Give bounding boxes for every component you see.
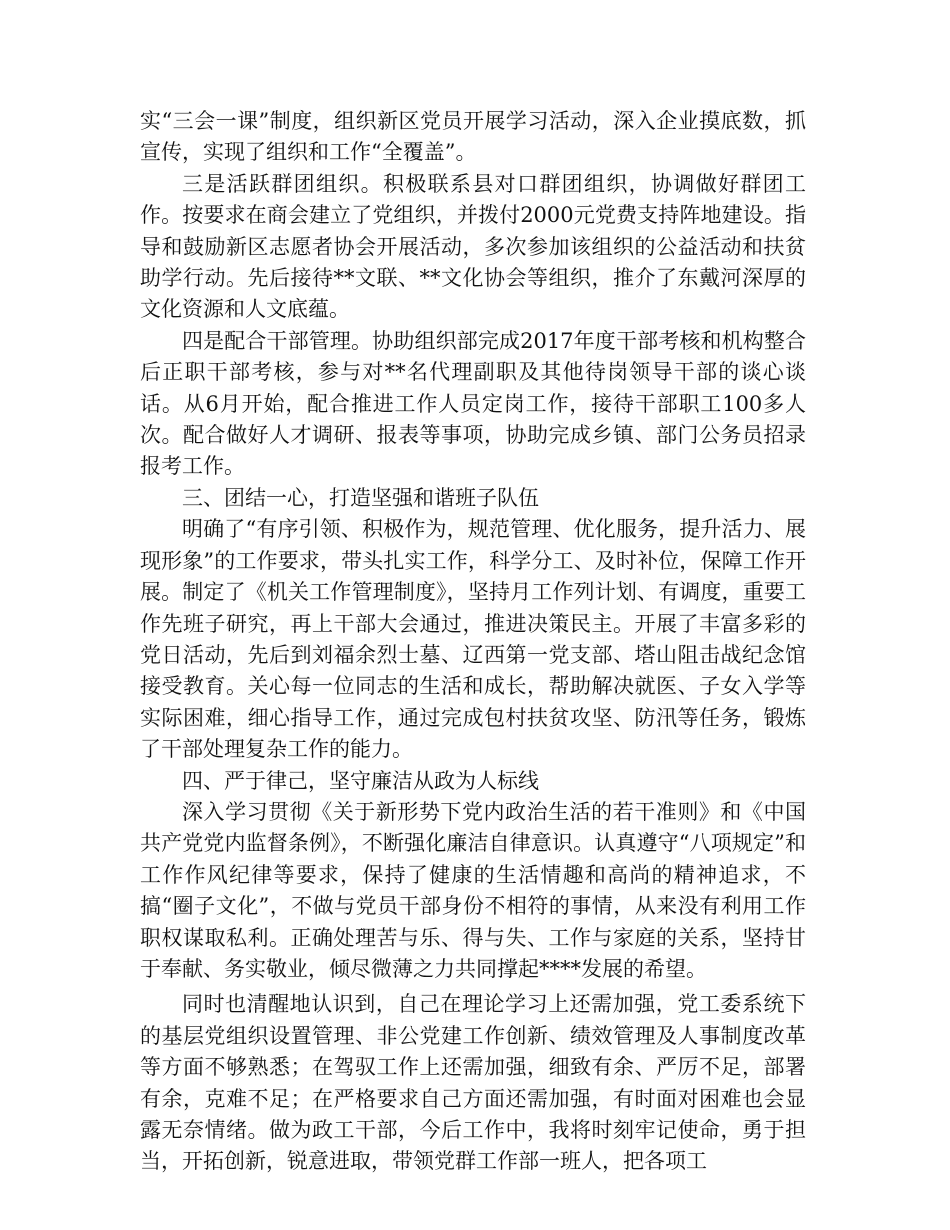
paragraph-mass-organizations: 三是活跃群团组织。积极联系县对口群团组织，协调做好群团工作。按要求在商会建立了党组织，并拨付2000元党费支持阵地建设。指导和鼓励新区志愿者协会开展活动，多次参加该组织的公益活动和扶贫助学行动。先后接待**文联、**文化协会等组织，推介了东戴河深厚的文化资源和人文底蕴。 xyxy=(140,171,806,322)
section-heading-team-unity: 三、团结一心，打造坚强和谐班子队伍 xyxy=(182,485,539,510)
paragraph-self-reflection: 同时也清醒地认识到，自己在理论学习上还需加强，党工委系统下的基层党组织设置管理、非公党建工作创新、绩效管理及人事制度改革等方面不够熟悉；在驾驭工作上还需加强，细致有余、严厉不足，部署有余，克难不足；在严格要求自己方面还需加强，有时面对困难也会显露无奈情绪。做为政工干部，今后工作中，我将时刻牢记使命，勇于担当，开拓创新，锐意进取，带领党群工作部一班人，把各项工 xyxy=(140,992,806,1174)
paragraph-continuation: 实“三会一课”制度，组织新区党员开展学习活动，深入企业摸底数，抓宣传，实现了组织和工作“全覆盖”。 xyxy=(140,109,806,165)
section-heading-self-discipline: 四、严于律己，坚守廉洁从政为人标线 xyxy=(182,768,539,793)
paragraph-cadre-management: 四是配合干部管理。协助组织部完成2017年度干部考核和机构整合后正职干部考核，参与对**名代理副职及其他待岗领导干部的谈心谈话。从6月开始，配合推进工作人员定岗工作，接待干部职工100多人次。配合做好人才调研、报表等事项，协助完成乡镇、部门公务员招录报考工作。 xyxy=(140,328,806,479)
document-body xyxy=(140,106,806,1178)
paragraph-integrity: 深入学习贯彻《关于新形势下党内政治生活的若干准则》和《中国共产党党内监督条例》，不断强化廉洁自律意识。认真遵守“八项规定”和工作作风纪律等要求，保持了健康的生活情趣和高尚的精神追求，不搞“圈子文化”，不做与党员干部身份不相符的事情，从来没有利用工作职权谋取私利。正确处理苦与乐、得与失、工作与家庭的关系，坚持甘于奉献、务实敬业，倾尽微薄之力共同撑起****发展的希望。 xyxy=(140,799,806,981)
paragraph-team-building: 明确了“有序引领、积极作为，规范管理、优化服务，提升活力、展现形象”的工作要求，带头扎实工作，科学分工、及时补位，保障工作开展。制定了《机关工作管理制度》，坚持月工作列计划、有调度，重要工作先班子研究，再上干部大会通过，推进决策民主。开展了丰富多彩的党日活动，先后到刘福余烈士墓、辽西第一党支部、塔山阻击战纪念馆接受教育。关心每一位同志的生活和成长，帮助解决就医、子女入学等实际困难，细心指导工作，通过完成包村扶贫攻坚、防汛等任务，锻炼了干部处理复杂工作的能力。 xyxy=(140,517,806,762)
